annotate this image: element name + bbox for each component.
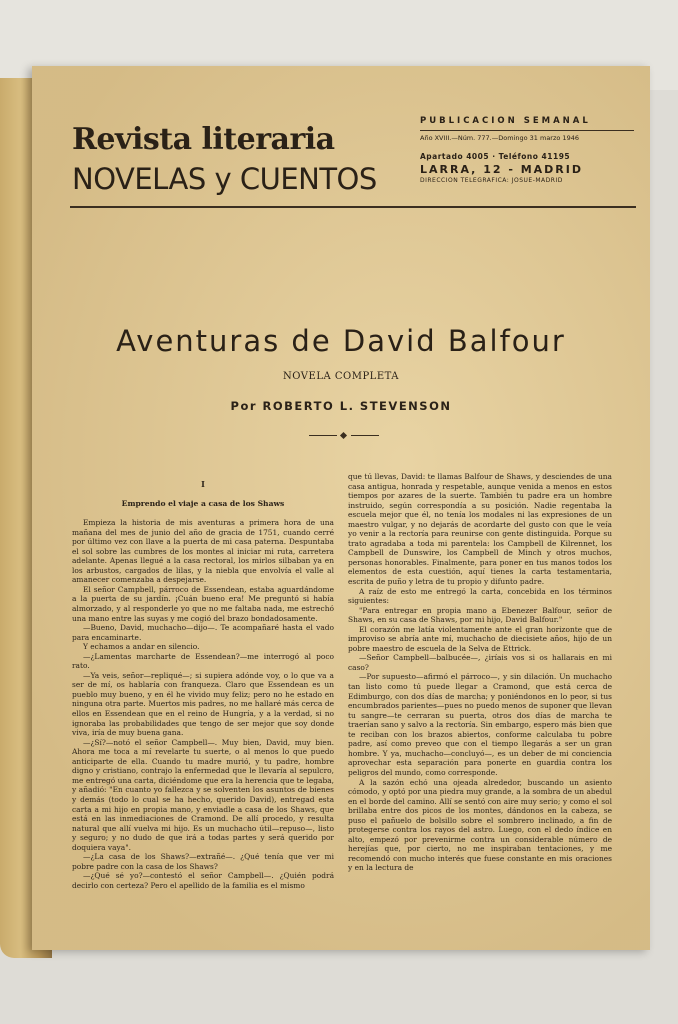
chapter-number: I [201,479,205,489]
magazine-page [32,66,650,950]
text-column-right [348,472,612,873]
ornament-divider [309,434,379,438]
ornament-diamond [340,432,347,439]
publication-type: PUBLICACION SEMANAL [420,116,591,126]
paragraph: El corazón me latía violentamente ante el gran horizonte que de improviso se abría ante mí, muchacho de diecisiete años, hijo de un pobre maestro de escuela de la Selva de Ettrick. [348,624,612,653]
header-divider [70,206,636,208]
chapter-title: Emprendo el viaje a casa de los Shaws [121,498,285,508]
paragraph: —Bueno, David, muchacho—dijo—. Te acompañaré hasta el vado para encaminarte. [72,623,334,642]
contact-info: Apartado 4005 · Teléfono 41195 [420,152,571,161]
paragraph: Y echamos a andar en silencio. [83,642,200,652]
telegraph-address: DIRECCION TELEGRAFICA: JOSUE-MADRID [420,177,563,184]
magazine-title-line2: NOVELAS y CUENTOS [72,162,377,196]
paragraph: —¿Lamentas marcharte de Essendean?—me interrogó al poco rato. [72,651,334,671]
paragraph: —Señor Campbell—balbucée—, ¿iríais vos si os hallarais en mi caso? [348,653,612,672]
paragraph: —Por supuesto—afirmó el párroco—, y sin dilación. Un muchacho tan listo como tú puede llegar a Cramond, que está cerca de Edimburgo, con dos días de marcha; y poniéndonos en lo peor, si tus encumbrados parientes—pues no puedo menos de suponer que llevan tu sangre—te cerraran su puerta, otros dos días de marcha te traerían sano y salvo a la rectoría. Sin embargo, espero más bien que te reciban con los brazos abiertos, conforme calculaba tu pobre padre, así como preveo que con el tiempo llegarás a ser un gran hombre. Y ya, muchacho—concluyó—, es un deber de mi conciencia aprovechar esta separación para ponerte en guardia contra los peligros del mundo, como corresponde. [348,672,612,777]
paragraph: "Para entregar en propia mano a Ebenezer Balfour, señor de Shaws, en su casa de Shaws, por mi hijo, David Balfour." [348,605,612,625]
publication-info [420,116,634,184]
ornament-line-left [309,435,337,436]
paragraph: Empieza la historia de mis aventuras a primera hora de una mañana del mes de junio del año de gracia de 1751, cuando cerré por último vez con llave a la puerta de mi casa paterna. Despuntaba el sol sobre las cumbres de los montes al iniciar mi ruta, carretera adelante. Apenas llegué a la casa rectoral, los mirlos silbaban ya en los arbustos, cargados de lilas, y la niebla que envolvía el valle al amanecer comenzaba a despejarse. [72,518,334,585]
paragraph: A raíz de esto me entregó la carta, concebida en los términos siguientes: [348,586,612,606]
publication-rule [420,130,634,131]
paragraph: —¿La casa de los Shaws?—extrañé—. ¿Qué tenía que ver mi pobre padre con la casa de los Shaws? [72,852,334,871]
text-column-left [72,480,334,890]
paragraph: —¿Sí?—notó el señor Campbell—. Muy bien, David, muy bien. Ahora me toca a mí revelarte tu suerte, o al menos lo que puedo anticiparte de ella. Cuando tu madre murió, y tu padre, hombre digno y cristiano, contrajo la enfermedad que le llevaría al sepulcro, me entregó una carta, diciéndome que era la herencia que te legaba, y añadió: "En cuanto yo fallezca y se solventen los asuntos de bienes y demás (todo lo cual se ha hecho, querido David), entregad esta carta a mi hijo en propia mano, y enviadle a casa de los Shaws, que está en las inmediaciones de Cramond. De allí procedo, y resulta natural que allí vuelva mi hijo. Es un muchacho útil—repuso—, listo y seguro; y no dudo de que irá a todas partes y será querido por doquiera vaya". [72,737,334,852]
issue-info: Año XVIII.—Núm. 777.—Domingo 31 marzo 1946 [420,134,579,142]
magazine-title-line1: Revista literaria [72,122,335,157]
paragraph: El señor Campbell, párroco de Essendean, estaba aguardándome a la puerta de su jardín. ¡Cuán bueno era! Me preguntó si había almorzado, y al responderle yo que no me faltaba nada, me estrechó una mano entre las suyas y me cogió del brazo bondadosamente. [72,584,334,623]
novel-title: Aventuras de David Balfour [116,324,566,358]
address: LARRA, 12 - MADRID [420,163,584,176]
novel-author: Por ROBERTO L. STEVENSON [230,399,452,413]
novel-subtitle: NOVELA COMPLETA [283,371,399,382]
paragraph: que tú llevas, David: te llamas Balfour de Shaws, y desciendes de una casa antigua, honrada y respetable, aunque venida a menos en estos tiempos por azares de la suerte. También tu padre era un hombre instruido, según correspondía a su posición. Nadie regentaba la escuela mejor que él, no tenía los modales ni las expresiones de un maestro vulgar, y no dejarás de acordarte del gusto con que le veía yo venir a la rectoría para reunirse con gente distinguida. Porque su trato agradaba a toda mi parentela: los Campbell de Kilrennet, los Campbell de Dunswire, los Campbell de Minch y otros muchos, personas honorables. Finalmente, para poner en tus manos todos los elementos de esta cuestión, aquí tienes la carta testamentaria, escrita de puño y letra de tu propio y difunto padre. [348,472,612,587]
paragraph: —Ya veis, señor—repliqué—; si supiera adónde voy, o lo que va a ser de mí, os hablaría con franqueza. Claro que Essendean es un pueblo muy bueno, y en él he vivido muy feliz; pero no he estado en ninguna otra parte. Muertos mis padres, no me hallaré más cerca de ellos en Essendean que en el reino de Hungría, y a la verdad, si no ignoraba las probabilidades que tengo de ser mejor que soy donde viva, iría de muy buena gana. [72,670,334,738]
masthead [32,66,650,216]
paragraph: —¿Qué sé yo?—contestó el señor Campbell—. ¿Quién podrá decirlo con certeza? Pero el apellido de la familia es el mismo [72,871,334,890]
paragraph: A la sazón echó una ojeada alrededor, buscando un asiento cómodo, y optó por una piedra muy grande, a la sombra de un abedul en el borde del camino. Allí se sentó con aire muy serio; y como el sol brillaba entre dos picos de los montes, dándonos en la cabeza, se puso el pañuelo de bolsillo sobre el sombrero inclinado, a fin de protegerse contra los rayos del astro. Luego, con el dedo índice en alto, empezó por prevenirme contra un considerable número de herejías que, por cierto, no me inspiraban tentaciones, y me recomendó con mucho interés que fuese constante en mis oraciones y en la lectura de [348,777,612,873]
ornament-line-right [351,435,379,436]
